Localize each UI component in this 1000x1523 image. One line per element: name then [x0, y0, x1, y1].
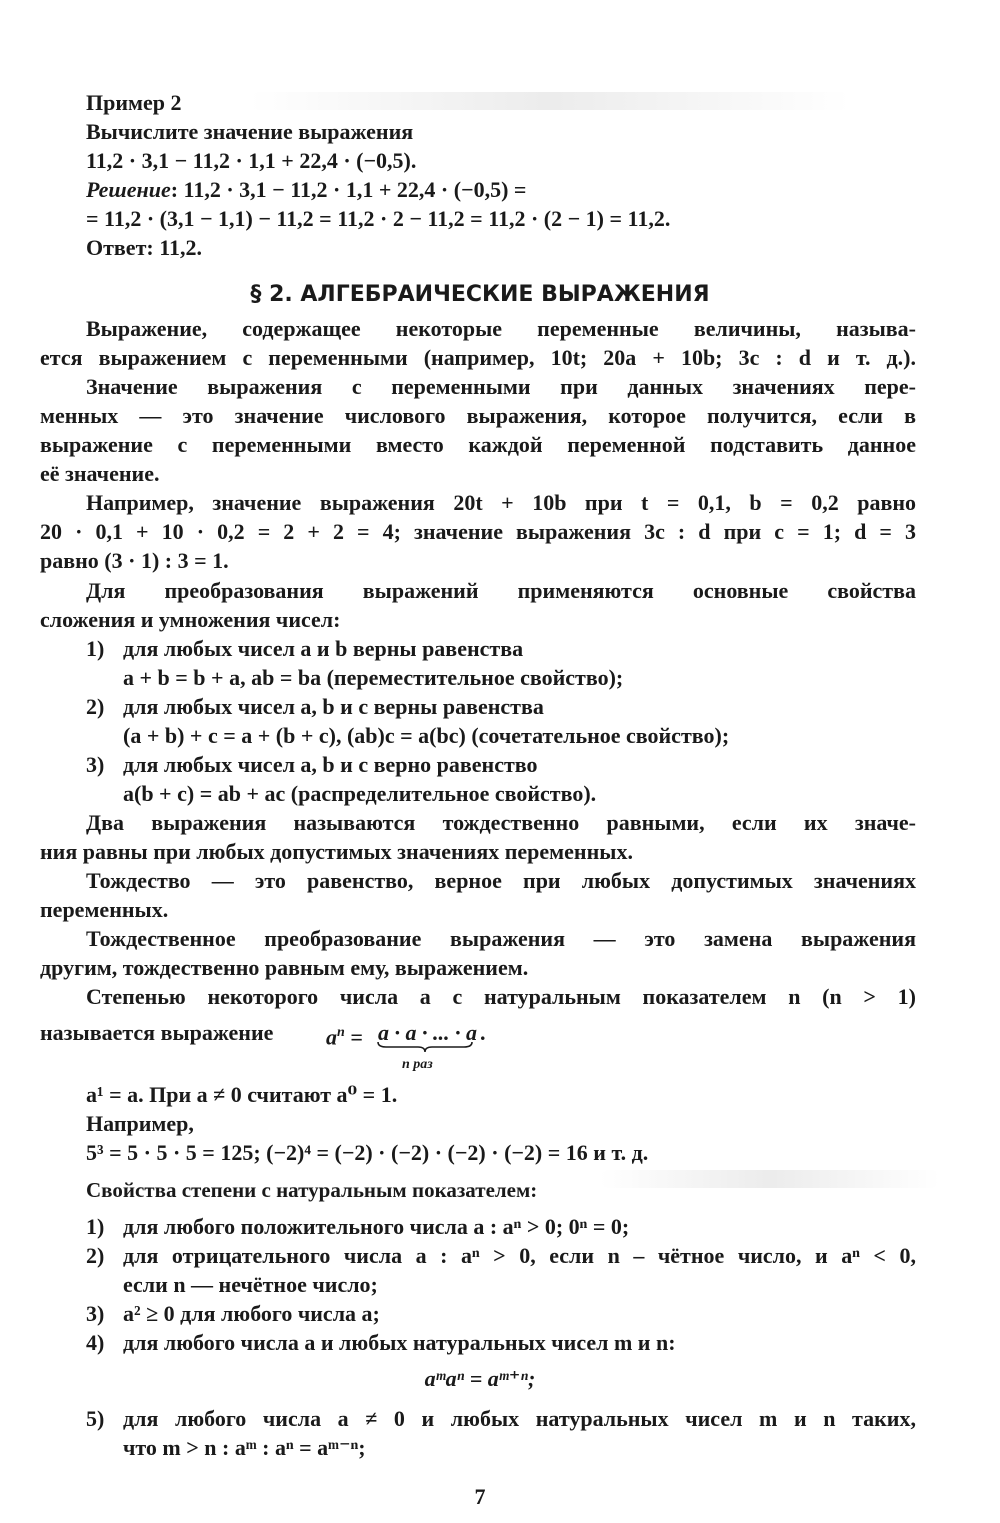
paragraph-line: сложения и умножения чисел: [40, 607, 341, 632]
power-lhs-base: a [326, 1024, 337, 1050]
property-number: 5) [86, 1406, 105, 1431]
example-answer: Ответ: 11,2. [86, 235, 202, 260]
scan-smudge [250, 92, 850, 110]
paragraph-line: Значение выражения с переменными при данных значениях пере- [86, 374, 916, 399]
example-expression: 11,2 · 3,1 − 11,2 · 1,1 + 22,4 · (−0,5). [86, 148, 417, 173]
paragraph-line: Два выражения называются тождественно равными, если их значе- [86, 810, 916, 835]
property-formula: (a + b) + c = a + (b + c), (ab)c = a(bc) (сочетательное свойство); [123, 723, 730, 748]
paragraph-line: 20 · 0,1 + 10 · 0,2 = 2 + 2 = 4; значение выражения 3c : d при c = 1; d = 3 [40, 519, 916, 544]
paragraph-line: Тождественное преобразование выражения — это замена выражения [86, 926, 916, 951]
property-line: что m > n : aᵐ : aⁿ = aᵐ⁻ⁿ; [123, 1435, 366, 1460]
example-task: Вычислите значение выражения [86, 119, 414, 144]
property-number: 1) [86, 636, 105, 661]
property-line: a² ≥ 0 для любого числа a; [123, 1301, 380, 1326]
power-lhs: $a^n$ = [326, 1024, 363, 1050]
paragraph-line: Например, значение выражения 20t + 10b при t = 0,1, b = 0,2 равно [86, 490, 916, 515]
paragraph-line: менных — это значение числового выражения, которое получится, если в [40, 403, 916, 428]
property-number: 3) [86, 752, 105, 777]
paragraph-line: Тождество — это равенство, верное при любых допустимых значениях [86, 868, 916, 893]
paragraph-line: её значение. [40, 461, 160, 486]
property-line: для отрицательного числа a : aⁿ > 0, если n – чётное число, и aⁿ < 0, [123, 1243, 916, 1268]
power-properties-title: Свойства степени с натуральным показателем: [86, 1178, 538, 1202]
property-number: 3) [86, 1301, 105, 1326]
property-formula: a + b = b + a, ab = ba (переместительное свойство); [123, 665, 624, 690]
paragraph-line: Для преобразования выражений применяются основные свойства [86, 578, 916, 603]
paragraph-line: переменных. [40, 897, 169, 922]
underbrace-label: n раз [402, 1057, 433, 1072]
scan-smudge [600, 1170, 940, 1188]
property-number: 1) [86, 1214, 105, 1239]
property-number: 2) [86, 1243, 105, 1268]
paragraph-line: равно (3 · 1) : 3 = 1. [40, 548, 229, 573]
property-line: для любых чисел a и b верны равенства [123, 636, 524, 661]
power-example: 5³ = 5 · 5 · 5 = 125; (−2)⁴ = (−2) · (−2) · (−2) · (−2) = 16 и т. д. [86, 1140, 649, 1165]
power-lhs-exponent: n [337, 1025, 345, 1040]
example-solution-line2: = 11,2 · (3,1 − 1,1) − 11,2 = 11,2 · 2 − 11,2 = 11,2 · (2 − 1) = 11,2. [86, 206, 671, 231]
paragraph-line: другим, тождественно равным ему, выражением. [40, 955, 529, 980]
property-line: для любого положительного числа a : aⁿ > 0; 0ⁿ = 0; [123, 1214, 630, 1239]
property-number: 4) [86, 1330, 105, 1355]
solution-expr: : 11,2 · 3,1 − 11,2 · 1,1 + 22,4 · (−0,5) = [170, 177, 527, 202]
property-line: для любого числа a ≠ 0 и любых натуральных чисел m и n таких, [123, 1406, 916, 1431]
section-title: § 2. АЛГЕБРАИЧЕСКИЕ ВЫРАЖЕНИЯ [250, 282, 710, 307]
power-definition-line2 [40, 1018, 273, 1047]
power-zero-one: a¹ = a. При a ≠ 0 считают a⁰ = 1. [86, 1082, 398, 1107]
property-formula: aᵐaⁿ = aᵐ⁺ⁿ; [424, 1366, 536, 1391]
power-definition-dot: . [480, 1020, 486, 1045]
example-heading: Пример 2 [86, 90, 182, 115]
power-definition: Степенью некоторого числа a с натуральным показателем n (n > 1) [86, 984, 916, 1009]
page-number: 7 [474, 1484, 486, 1509]
solution-label: Решение [86, 177, 171, 202]
paragraph-line: Выражение, содержащее некоторые переменные величины, называ- [86, 316, 916, 341]
power-example-label: Например, [86, 1111, 194, 1136]
property-line: для любых чисел a, b и c верны равенства [123, 694, 544, 719]
power-definition-prefix: называется выражение [40, 1020, 274, 1045]
paragraph-line: ется выражением с переменными (например, 10t; 20a + 10b; 3c : d и т. д.). [40, 345, 916, 370]
property-line: для любых чисел a, b и c верно равенство [123, 752, 538, 777]
paragraph-line: выражение с переменными вместо каждой переменной подставить данное [40, 432, 916, 457]
property-formula: a(b + c) = ab + ac (распределительное свойство). [123, 781, 597, 806]
property-line: если n — нечётное число; [123, 1272, 378, 1297]
power-rhs: a · a · ... · a [378, 1020, 477, 1045]
paragraph-line: ния равны при любых допустимых значениях переменных. [40, 839, 633, 864]
property-number: 2) [86, 694, 105, 719]
property-line: для любого числа a и любых натуральных чисел m и n: [123, 1330, 676, 1355]
example-solution-line1 [86, 175, 526, 204]
